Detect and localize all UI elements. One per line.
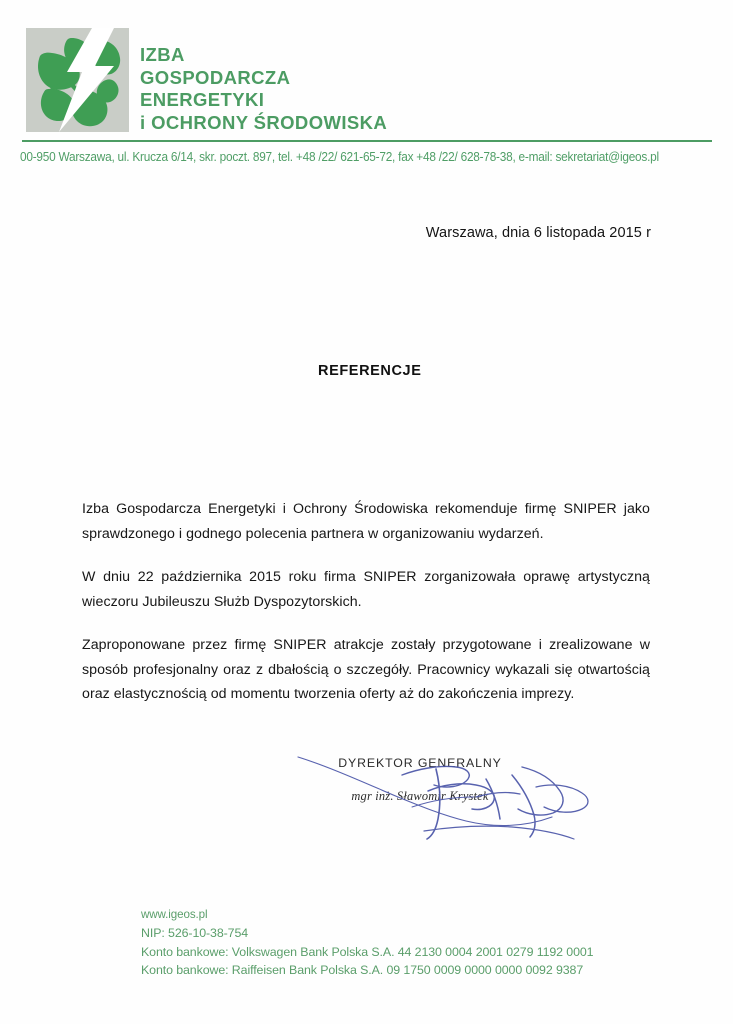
date-line: Warszawa, dnia 6 listopada 2015 r — [425, 225, 651, 241]
footer-bank-account-1: Konto bankowe: Volkswagen Bank Polska S.A. 44 2130 0004 2001 0279 1192 0001 — [141, 944, 594, 959]
letter-body — [82, 497, 650, 707]
page-title: REFERENCJE — [318, 363, 422, 379]
footer-website: www.igeos.pl — [141, 908, 208, 921]
leaf-lightning-logo-icon — [26, 28, 129, 132]
letterhead — [0, 0, 733, 164]
header-divider — [22, 140, 712, 142]
signature-block — [290, 745, 600, 840]
footer-bank-account-2: Konto bankowe: Raiffeisen Bank Polska S.A. 09 1750 0009 0000 0000 0092 9387 — [141, 962, 584, 977]
org-name-line-4: i OCHRONY ŚRODOWISKA — [140, 111, 388, 133]
footer — [141, 906, 593, 979]
org-name-line-3: ENERGETYKI — [140, 89, 265, 110]
signatory-role: DYREKTOR GENERALNY — [338, 756, 502, 770]
signatory-name: mgr inż. Sławomir Krystek — [351, 789, 489, 803]
body-paragraph-1: Izba Gospodarcza Energetyki i Ochrony Środowiska rekomenduje firmę SNIPER jako sprawdzonego i godnego polecenia partnera w organizowaniu wydarzeń. — [82, 501, 650, 542]
org-name-line-1: IZBA — [140, 44, 185, 65]
org-name-line-2: GOSPODARCZA — [140, 66, 291, 88]
body-paragraph-3: Zaproponowane przez firmę SNIPER atrakcje zostały przygotowane i zrealizowane w sposób profesjonalny oraz z dbałością o szczegóły. Pracownicy wykazali się otwartością oraz elastycznością od momentu tworzenia oferty aż do zakończenia imprezy. — [82, 637, 650, 702]
contact-line: 00-950 Warszawa, ul. Krucza 6/14, skr. poczt. 897, tel. +48 /22/ 621-65-72, fax +48 /22/ 628-78-38, e-mail: sekretariat@igeos.pl — [20, 150, 659, 164]
organization-logo — [26, 28, 129, 132]
organization-name — [140, 44, 387, 134]
footer-nip: NIP: 526-10-38-754 — [141, 926, 249, 941]
body-paragraph-2: W dniu 22 października 2015 roku firma SNIPER zorganizowała oprawę artystyczną wieczoru Jubileuszu Służb Dyspozytorskich. — [82, 569, 650, 610]
